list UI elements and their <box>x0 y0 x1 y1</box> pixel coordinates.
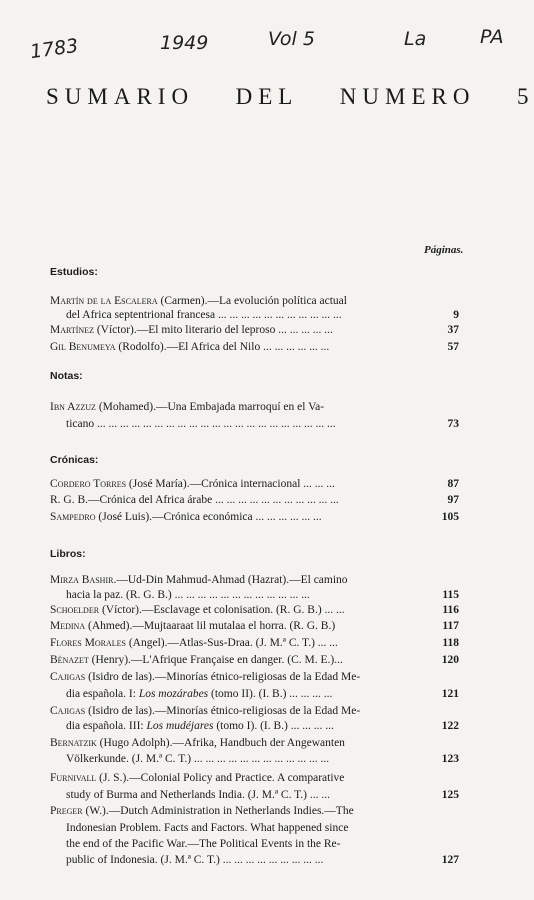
entry-page-number: 105 <box>441 511 459 523</box>
entry-page-number: 37 <box>447 324 459 336</box>
title-word: 5 <box>516 84 534 109</box>
toc-entry-line: the end of the Pacific War.—The Political Events in the Re- <box>66 838 341 850</box>
toc-entry-line <box>50 620 424 633</box>
toc-entry-line: R. G. B.—Crónica del Africa árabe ... ... ... ... ... ... ... ... ... ... ... <box>50 494 339 506</box>
toc-entry-line: del Africa septentrional francesa ... ... ... ... ... ... ... ... ... ... ... <box>66 309 342 321</box>
entry-text: (José María).—Crónica internacional ... ... ... <box>126 478 335 490</box>
entry-text: dia española. III: <box>66 720 147 732</box>
entry-text: (Ahmed).—Mujtaaraat lil mutalaa el horra. (R. G. B.) <box>85 620 336 632</box>
entry-author: Cajigas <box>50 705 86 717</box>
entry-text: (Mohamed).—Una Embajada marroquí en el Va- <box>95 401 325 413</box>
entry-author: Mirza Bashir <box>50 574 114 586</box>
entry-author: Ibn Azzuz <box>50 401 96 413</box>
entry-page-number: 118 <box>442 637 459 649</box>
entry-author: Martín de la Escalera <box>50 295 158 307</box>
entry-text: (Víctor).—Esclavage et colonisation. (R. G. B.) ... ... <box>99 604 345 616</box>
entry-text: (Henry).—L'Afrique Française en danger. (C. M. E.)... <box>88 654 343 666</box>
entry-text: (Carmen).—La evolución política actual <box>157 295 347 307</box>
title-word: DEL <box>235 84 299 109</box>
handwritten-number: 1783 <box>28 34 80 64</box>
toc-entry-line: study of Burma and Netherlands India. (J. M.ª C. T.) ... ... <box>66 789 331 801</box>
toc-entry-line <box>50 604 424 617</box>
pages-column-header: Páginas. <box>424 244 464 256</box>
entry-author: Schoelder <box>50 604 100 616</box>
entry-text: (Isidro de las).—Minorías étnico-religiosas de la Edad Me- <box>85 705 361 717</box>
title-word: NUMERO <box>339 84 476 109</box>
toc-entry-line: Indonesian Problem. Facts and Factors. What happened since <box>66 822 349 834</box>
entry-page-number: 120 <box>441 654 459 666</box>
entry-text: (José Luis).—Crónica económica ... ... ... ... ... ... <box>95 511 322 523</box>
toc-entry-line <box>50 511 424 524</box>
section-heading-notas: Notas: <box>50 370 83 382</box>
toc-entry-line: hacia la paz. (R. G. B.) ... ... ... ... ... ... ... ... ... ... ... ... <box>66 589 310 601</box>
entry-italic-title: Los mozárabes <box>138 688 209 700</box>
toc-entry-line: public of Indonesia. (J. M.ª C. T.) ... ... ... ... ... ... ... ... ... <box>66 854 324 866</box>
entry-text: dia española. I: <box>66 688 139 700</box>
toc-entry-line <box>50 772 424 785</box>
entry-author: Bénazet <box>50 654 89 666</box>
entry-author: Bernatzik <box>50 737 97 749</box>
handwritten-volume: Vol 5 <box>268 28 315 50</box>
entry-page-number: 87 <box>447 478 459 490</box>
entry-author: Medina <box>50 620 86 632</box>
toc-entry-line <box>66 720 424 733</box>
entry-author: Preger <box>50 805 83 817</box>
entry-page-number: 97 <box>447 494 459 506</box>
toc-entry-line <box>50 401 424 414</box>
entry-text: (Isidro de las).—Minorías étnico-religiosas de la Edad Me- <box>85 671 361 683</box>
handwritten-year: 1949 <box>160 32 209 54</box>
entry-text: .—Ud-Din Mahmud-Ahmad (Hazrat).—El camino <box>113 574 348 586</box>
entry-text: (Hugo Adolph).—Afrika, Handbuch der Angewanten <box>96 737 345 749</box>
page-title <box>46 84 534 110</box>
toc-entry-line <box>50 805 424 818</box>
entry-text: (tomo II). (I. B.) ... ... ... ... <box>208 688 333 700</box>
toc-entry-line <box>50 654 424 667</box>
entry-author: Cordero Torres <box>50 478 127 490</box>
toc-entry-line <box>50 737 424 750</box>
entry-page-number: 125 <box>441 789 459 801</box>
entry-text: (Víctor).—El mito literario del leproso ... ... ... ... ... <box>93 324 333 336</box>
entry-author: Flores Morales <box>50 637 126 649</box>
entry-page-number: 115 <box>442 589 459 601</box>
entry-text: (tomo I). (I. B.) ... ... ... ... <box>213 720 334 732</box>
toc-entry-line <box>50 324 424 337</box>
toc-entry-line: Völkerkunde. (J. M.ª C. T.) ... ... ... ... ... ... ... ... ... ... ... ... <box>66 753 330 765</box>
entry-text: (Rodolfo).—El Africa del Nilo ... ... ... ... ... ... <box>115 341 330 353</box>
entry-page-number: 123 <box>441 753 459 765</box>
toc-entry-line <box>50 341 424 354</box>
toc-entry-line <box>66 688 424 701</box>
section-heading-libros: Libros: <box>50 548 86 560</box>
section-heading-estudios: Estudios: <box>50 266 98 278</box>
entry-text: (W.).—Dutch Administration in Netherlands Indies.—The <box>82 805 354 817</box>
handwritten-la: La <box>404 28 427 50</box>
entry-page-number: 122 <box>441 720 459 732</box>
entry-page-number: 73 <box>447 418 459 430</box>
entry-page-number: 9 <box>453 309 459 321</box>
entry-page-number: 121 <box>441 688 459 700</box>
entry-page-number: 117 <box>442 620 459 632</box>
entry-author: Martínez <box>50 324 94 336</box>
toc-entry-line: ticano ... ... ... ... ... ... ... ... ... ... ... ... ... ... ... ... ... ... ... ... ... <box>66 418 336 430</box>
entry-text: (J. S.).—Colonial Policy and Practice. A comparative <box>96 772 345 784</box>
entry-text: (Angel).—Atlas-Sus-Draa. (J. M.ª C. T.) ... ... <box>125 637 338 649</box>
toc-entry-line <box>50 705 424 718</box>
entry-page-number: 127 <box>441 854 459 866</box>
handwritten-pa: PA <box>480 26 504 48</box>
section-heading-cronicas: Crónicas: <box>50 454 99 466</box>
title-word: SUMARIO <box>46 84 195 109</box>
toc-entry-line <box>50 574 424 587</box>
entry-page-number: 116 <box>442 604 459 616</box>
toc-entry-line <box>50 295 424 308</box>
entry-italic-title: Los mudéjares <box>146 720 214 732</box>
entry-author: Gil Benumeya <box>50 341 116 353</box>
entry-author: Cajigas <box>50 671 86 683</box>
entry-author: Sampedro <box>50 511 96 523</box>
toc-entry-line <box>50 671 424 684</box>
entry-page-number: 57 <box>447 341 459 353</box>
toc-entry-line <box>50 637 424 650</box>
entry-author: Furnivall <box>50 772 97 784</box>
toc-entry-line <box>50 478 424 491</box>
